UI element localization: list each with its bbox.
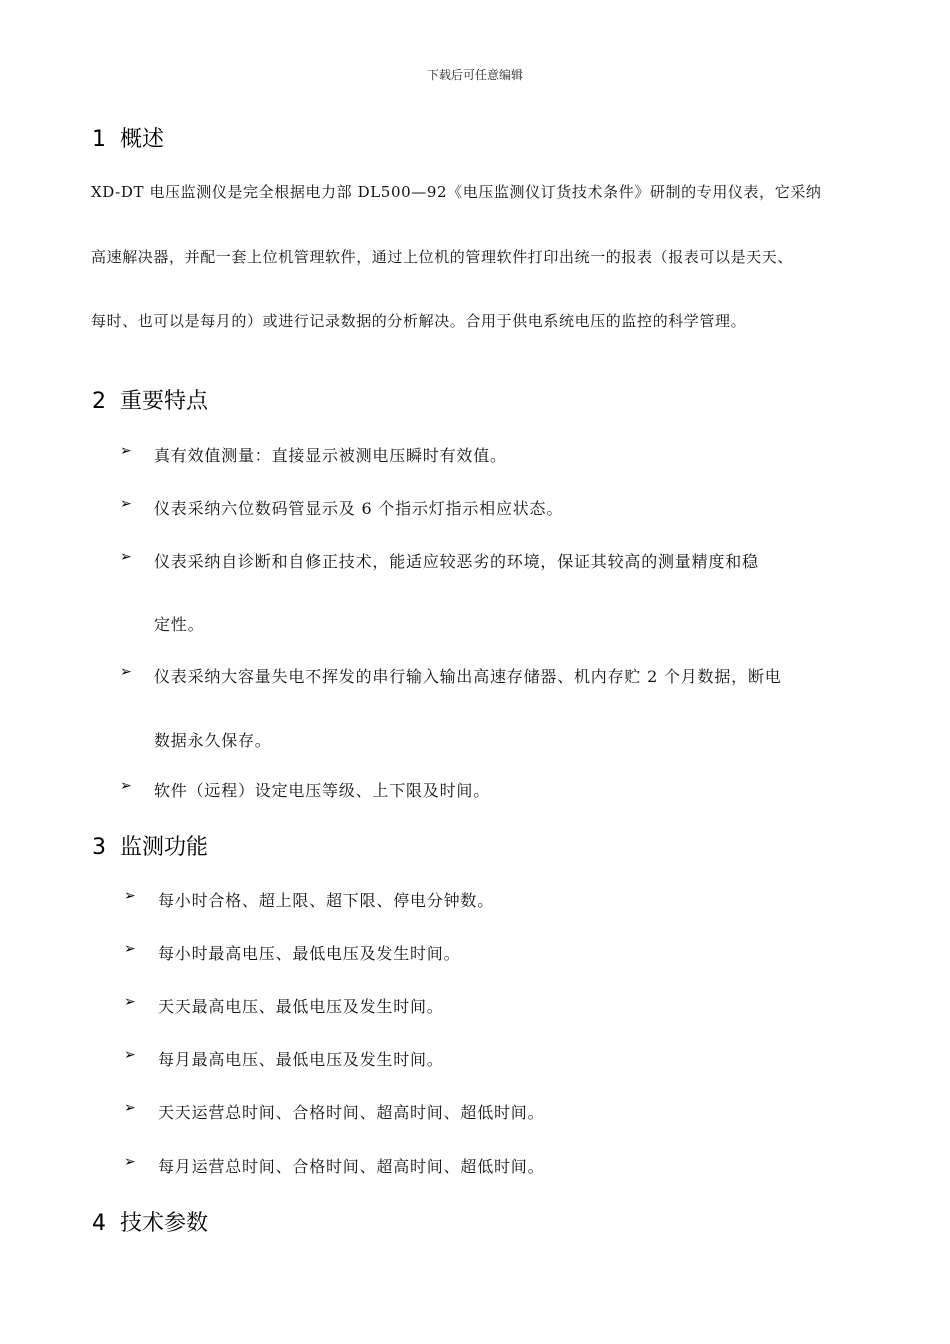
arrow-bullet-icon: ➢	[120, 778, 133, 794]
section-title-text: 概述	[120, 127, 165, 152]
arrow-bullet-icon: ➢	[120, 496, 133, 512]
section-number: 3	[92, 835, 106, 860]
section-number: 4	[92, 1211, 106, 1236]
arrow-bullet-icon: ➢	[124, 888, 137, 904]
overview-line-1: XD-DT 电压监测仪是完全根据电力部 DL500—92《电压监测仪订货技术条件》研制的专用仪表，它采纳	[91, 183, 822, 201]
monitoring-text: 每小时最高电压、最低电压及发生时间。	[158, 944, 461, 963]
arrow-bullet-icon: ➢	[120, 664, 133, 680]
arrow-bullet-icon: ➢	[120, 443, 133, 459]
feature-text: 仪表采纳自诊断和自修正技术，能适应较恶劣的环境，保证其较高的测量精度和稳	[154, 552, 759, 571]
arrow-bullet-icon: ➢	[124, 994, 137, 1010]
section-title-monitoring	[92, 830, 208, 861]
section-title-text: 重要特点	[120, 389, 209, 414]
section-title-overview	[92, 122, 164, 153]
section-number: 1	[92, 127, 106, 152]
arrow-bullet-icon: ➢	[124, 941, 137, 957]
arrow-bullet-icon: ➢	[124, 1047, 137, 1063]
monitoring-text: 每小时合格、超上限、超下限、停电分钟数。	[158, 891, 495, 910]
section-number: 2	[92, 389, 106, 414]
overview-line-3: 每时、也可以是每月的）或进行记录数据的分析解决。合用于供电系统电压的监控的科学管理。	[91, 312, 747, 330]
feature-text: 软件（远程）设定电压等级、上下限及时间。	[154, 781, 491, 800]
feature-text-continued: 数据永久保存。	[154, 731, 272, 750]
feature-text: 仪表采纳大容量失电不挥发的串行输入输出高速存储器、机内存贮 2 个月数据，断电	[154, 667, 782, 686]
monitoring-text: 天天运营总时间、合格时间、超高时间、超低时间。	[158, 1103, 545, 1122]
section-title-text: 监测功能	[120, 835, 209, 860]
arrow-bullet-icon: ➢	[124, 1154, 137, 1170]
feature-text-continued: 定性。	[154, 615, 205, 634]
section-title-tech-params	[92, 1206, 208, 1237]
monitoring-text: 每月运营总时间、合格时间、超高时间、超低时间。	[158, 1157, 545, 1176]
feature-text: 仪表采纳六位数码管显示及 6 个指示灯指示相应状态。	[154, 499, 564, 518]
monitoring-text: 天天最高电压、最低电压及发生时间。	[158, 997, 444, 1016]
monitoring-text: 每月最高电压、最低电压及发生时间。	[158, 1050, 444, 1069]
arrow-bullet-icon: ➢	[124, 1100, 137, 1116]
arrow-bullet-icon: ➢	[120, 549, 133, 565]
section-title-features	[92, 384, 208, 415]
section-title-text: 技术参数	[120, 1211, 209, 1236]
overview-line-2: 高速解决器，并配一套上位机管理软件，通过上位机的管理软件打印出统一的报表（报表可以是天天、	[91, 248, 794, 266]
feature-text: 真有效值测量：直接显示被测电压瞬时有效值。	[154, 446, 507, 465]
page-header-note: 下载后可任意编辑	[426, 68, 523, 82]
